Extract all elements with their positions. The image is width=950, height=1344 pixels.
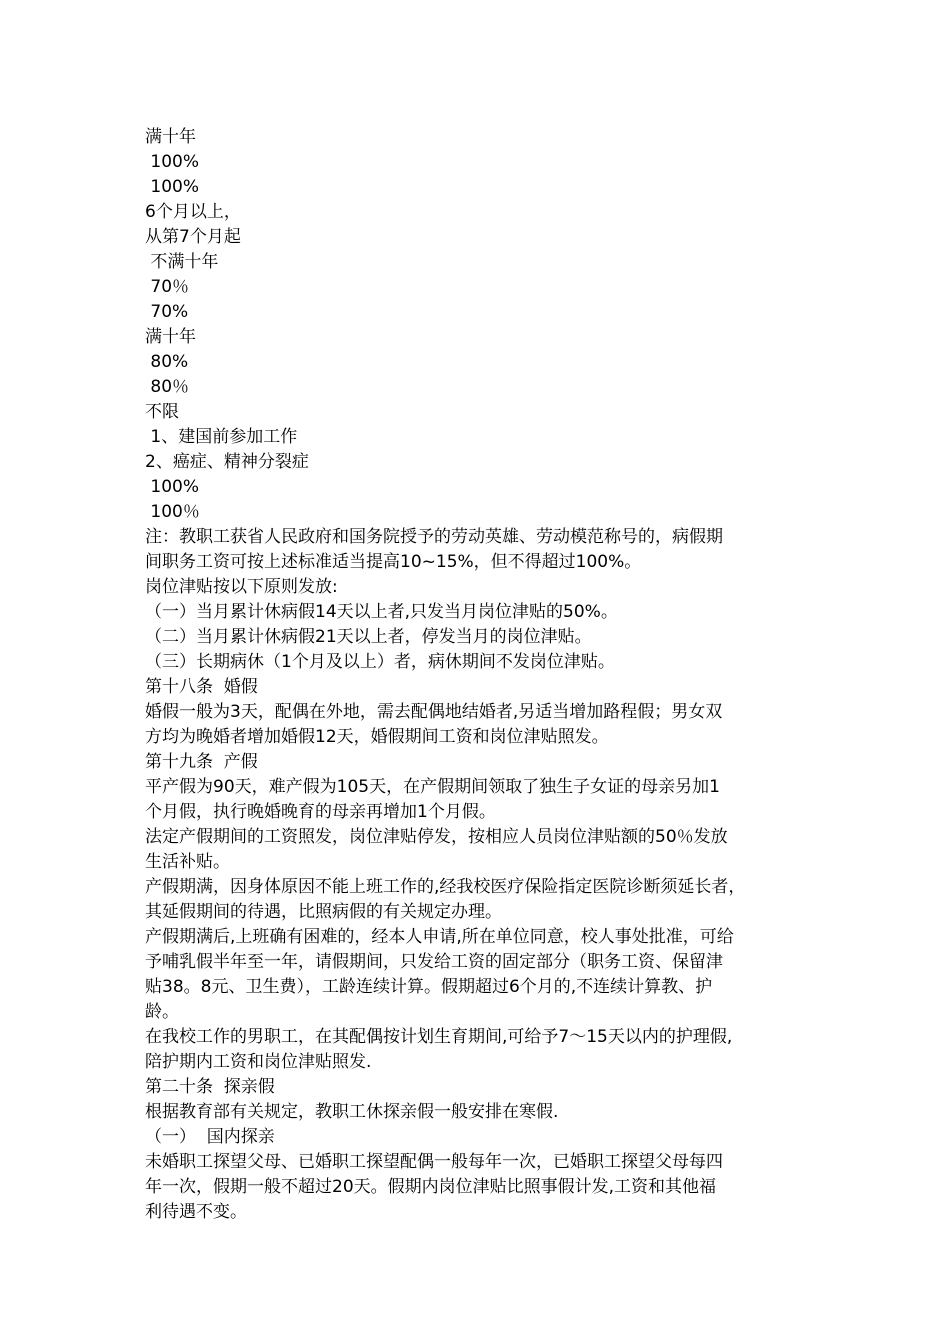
text-line: 80％ [145,377,190,397]
paragraph-line: 在我校工作的男职工，在其配偶按计划生育期间,可给予7～15天以内的护理假, [145,1027,733,1047]
text-line: 100% [145,152,200,172]
text-line: 100％ [145,502,200,522]
text-line: 70％ [145,277,190,297]
text-line: 从第7个月起 [145,227,241,247]
paragraph-line: 未婚职工探望父母、已婚职工探望配偶一般每年一次，已婚职工探望父母每四 [145,1152,723,1172]
paragraph-line: 贴38。8元、卫生费），工龄连续计算。假期超过6个月的,不连续计算教、护 [145,977,713,997]
paragraph-line: 婚假一般为3天，配偶在外地，需去配偶地结婚者,另适当增加路程假；男女双 [145,702,723,722]
paragraph-line: 陪护期内工资和岗位津贴照发. [145,1052,372,1072]
paragraph-line: 平产假为90天，难产假为105天，在产假期间领取了独生子女证的母亲另加1 [145,777,720,797]
paragraph-line: 根据教育部有关规定，教职工休探亲假一般安排在寒假. [145,1102,559,1122]
note-line: 间职务工资可按上述标准适当提高10~15%，但不得超过100%。 [145,552,642,572]
text-line: 70% [145,302,189,322]
paragraph-line: 予哺乳假半年至一年，请假期间，只发给工资的固定部分（职务工资、保留津 [145,952,723,972]
text-line: 80% [145,352,189,372]
text-line: 6个月以上， [145,202,241,222]
paragraph-line: 年一次，假期一般不超过20天。假期内岗位津贴比照事假计发,工资和其他福 [145,1177,717,1197]
sub-heading: （一） 国内探亲 [145,1127,275,1147]
paragraph-line: 生活补贴。 [145,852,230,872]
document-body [145,125,815,1225]
paragraph-line: 个月假，执行晚婚晚育的母亲再增加1个月假。 [145,802,496,822]
text-line: 不满十年 [145,252,219,272]
paragraph-line: 法定产假期间的工资照发，岗位津贴停发，按相应人员岗位津贴额的50％发放 [145,827,728,847]
text-line: 100% [145,177,200,197]
section-intro: 岗位津贴按以下原则发放: [145,577,338,597]
text-line: 满十年 [145,327,196,347]
note-line: 注：教职工获省人民政府和国务院授予的劳动英雄、劳动模范称号的，病假期 [145,527,723,547]
text-line: 不限 [145,402,179,422]
paragraph-line: 其延假期间的待遇，比照病假的有关规定办理。 [145,902,502,922]
article-heading: 第十八条 婚假 [145,677,258,697]
paragraph-line: 产假期满后,上班确有困难的，经本人申请,所在单位同意，校人事处批准，可给 [145,927,734,947]
list-item: （二）当月累计休病假21天以上者，停发当月的岗位津贴。 [145,627,592,647]
paragraph-line: 利待遇不变。 [145,1202,247,1222]
paragraph-line: 方均为晚婚者增加婚假12天，婚假期间工资和岗位津贴照发。 [145,727,609,747]
text-line: 1、建国前参加工作 [145,427,298,447]
text-line: 100% [145,477,200,497]
text-line: 2、癌症、精神分裂症 [145,452,309,472]
article-heading: 第十九条 产假 [145,752,258,772]
paragraph-line: 龄。 [145,1002,179,1022]
paragraph-line: 产假期满，因身体原因不能上班工作的,经我校医疗保险指定医院诊断须延长者， [145,877,746,897]
article-heading: 第二十条 探亲假 [145,1077,275,1097]
list-item: （一）当月累计休病假14天以上者,只发当月岗位津贴的50%。 [145,602,618,622]
list-item: （三）长期病休（1个月及以上）者，病休期间不发岗位津贴。 [145,652,615,672]
text-line: 满十年 [145,127,196,147]
